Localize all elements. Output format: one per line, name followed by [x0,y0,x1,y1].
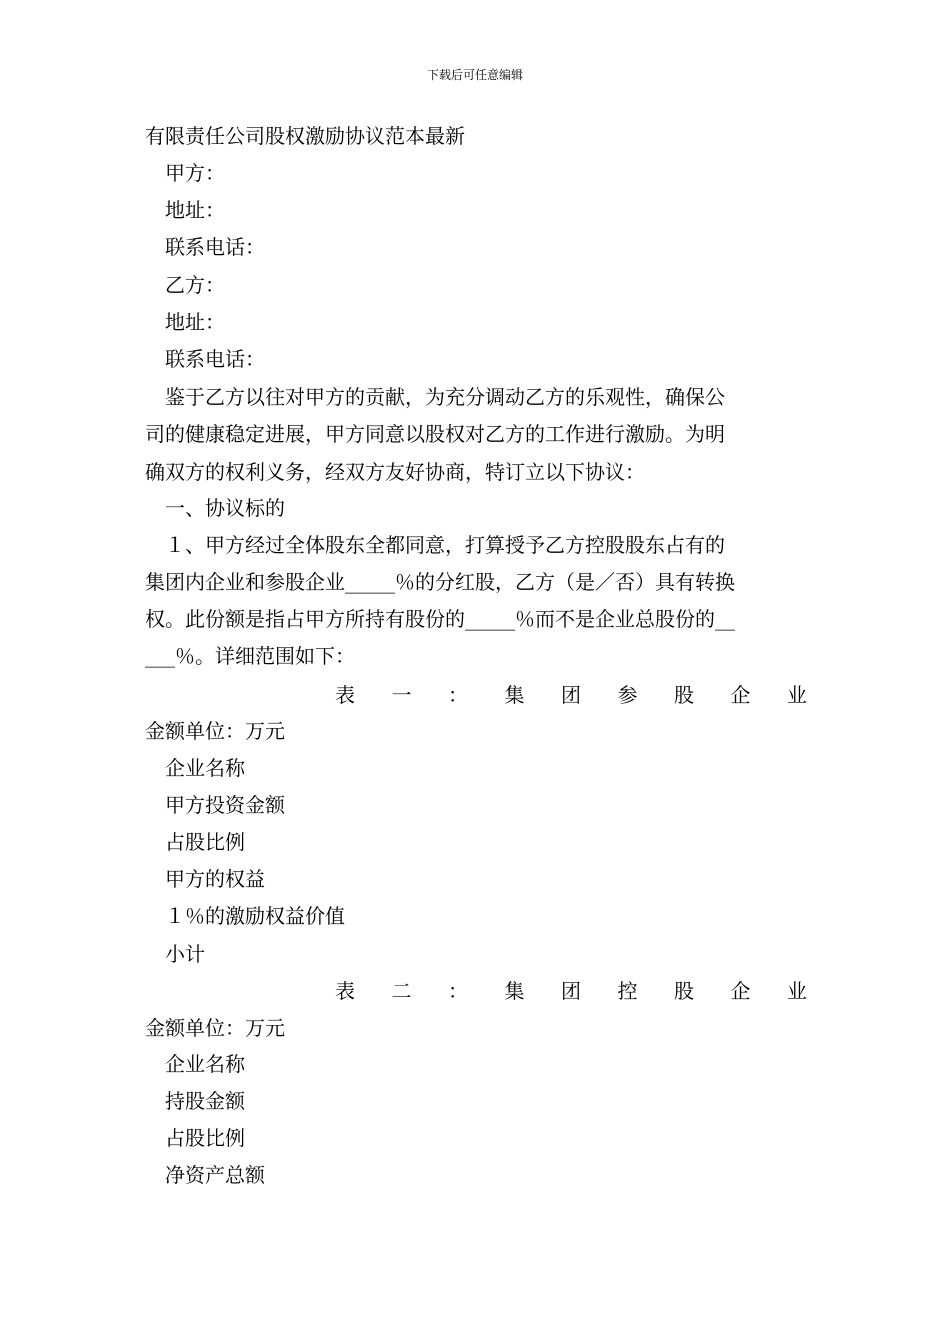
party-b-address: 地址： [165,310,225,334]
table1-row: 甲方投资金额 [165,793,285,817]
table1-row: １％的激励权益价值 [165,904,345,928]
party-b-label: 乙方： [165,273,225,297]
table-title-char: 二 [391,979,412,1003]
table-title-char: 业 [787,979,807,1003]
clause-line: ___％。详细范围如下： [145,644,355,668]
table-title-char: 团 [561,683,581,707]
preamble-line: 鉴于乙方以往对甲方的贡献，为充分调动乙方的乐观性，确保公 [165,385,725,409]
table2-row: 净资产总额 [165,1163,265,1187]
table-title-char: 企 [730,683,751,707]
clause-line: 权。此份额是指占甲方所持有股份的_____％而不是企业总股份的__ [145,607,735,631]
table-title-char: 股 [674,683,694,707]
document-title: 有限责任公司股权激励协议范本最新 [145,124,465,148]
table-title-char: ： [448,979,468,1003]
party-a-address: 地址： [165,198,225,222]
page-header: 下载后可任意编辑 [426,68,523,82]
table-title-char: 参 [617,683,638,707]
table-title-char: 企 [730,979,751,1003]
table1-row: 企业名称 [165,756,245,780]
party-b-phone: 联系电话： [165,347,265,371]
table-title-char: 控 [617,979,638,1003]
table-title-char: 表 [335,979,355,1003]
party-a-phone: 联系电话： [165,235,265,259]
table-title-char: 集 [504,683,525,707]
table2-row: 持股金额 [165,1089,245,1113]
table-title-char: 一 [391,683,412,707]
table2-row: 占股比例 [165,1126,245,1150]
table1-row: 占股比例 [165,830,245,854]
preamble-line: 确双方的权利义务，经双方友好协商，特订立以下协议： [145,460,645,484]
preamble-line: 司的健康稳定进展，甲方同意以股权对乙方的工作进行激励。为明 [145,422,725,446]
table-title-char: 股 [674,979,694,1003]
clause-line: 集团内企业和参股企业_____％的分红股，乙方（是／否）具有转换 [145,570,735,594]
party-a-label: 甲方： [165,161,225,185]
table1-title [335,681,807,709]
clause-line: １、甲方经过全体股东全都同意，打算授予乙方控股股东占有的 [165,533,725,557]
table1-row: 小计 [165,942,205,966]
table1-row: 甲方的权益 [165,867,265,891]
table2-row: 企业名称 [165,1052,245,1076]
table2-title [335,977,807,1005]
table-title-char: 集 [504,979,525,1003]
table-title-char: ： [448,683,468,707]
table1-unit: 金额单位：万元 [145,719,285,743]
table-title-char: 表 [335,683,355,707]
section-heading: 一、协议标的 [165,496,285,520]
table-title-char: 业 [787,683,807,707]
table-title-char: 团 [561,979,581,1003]
table2-unit: 金额单位：万元 [145,1016,285,1040]
